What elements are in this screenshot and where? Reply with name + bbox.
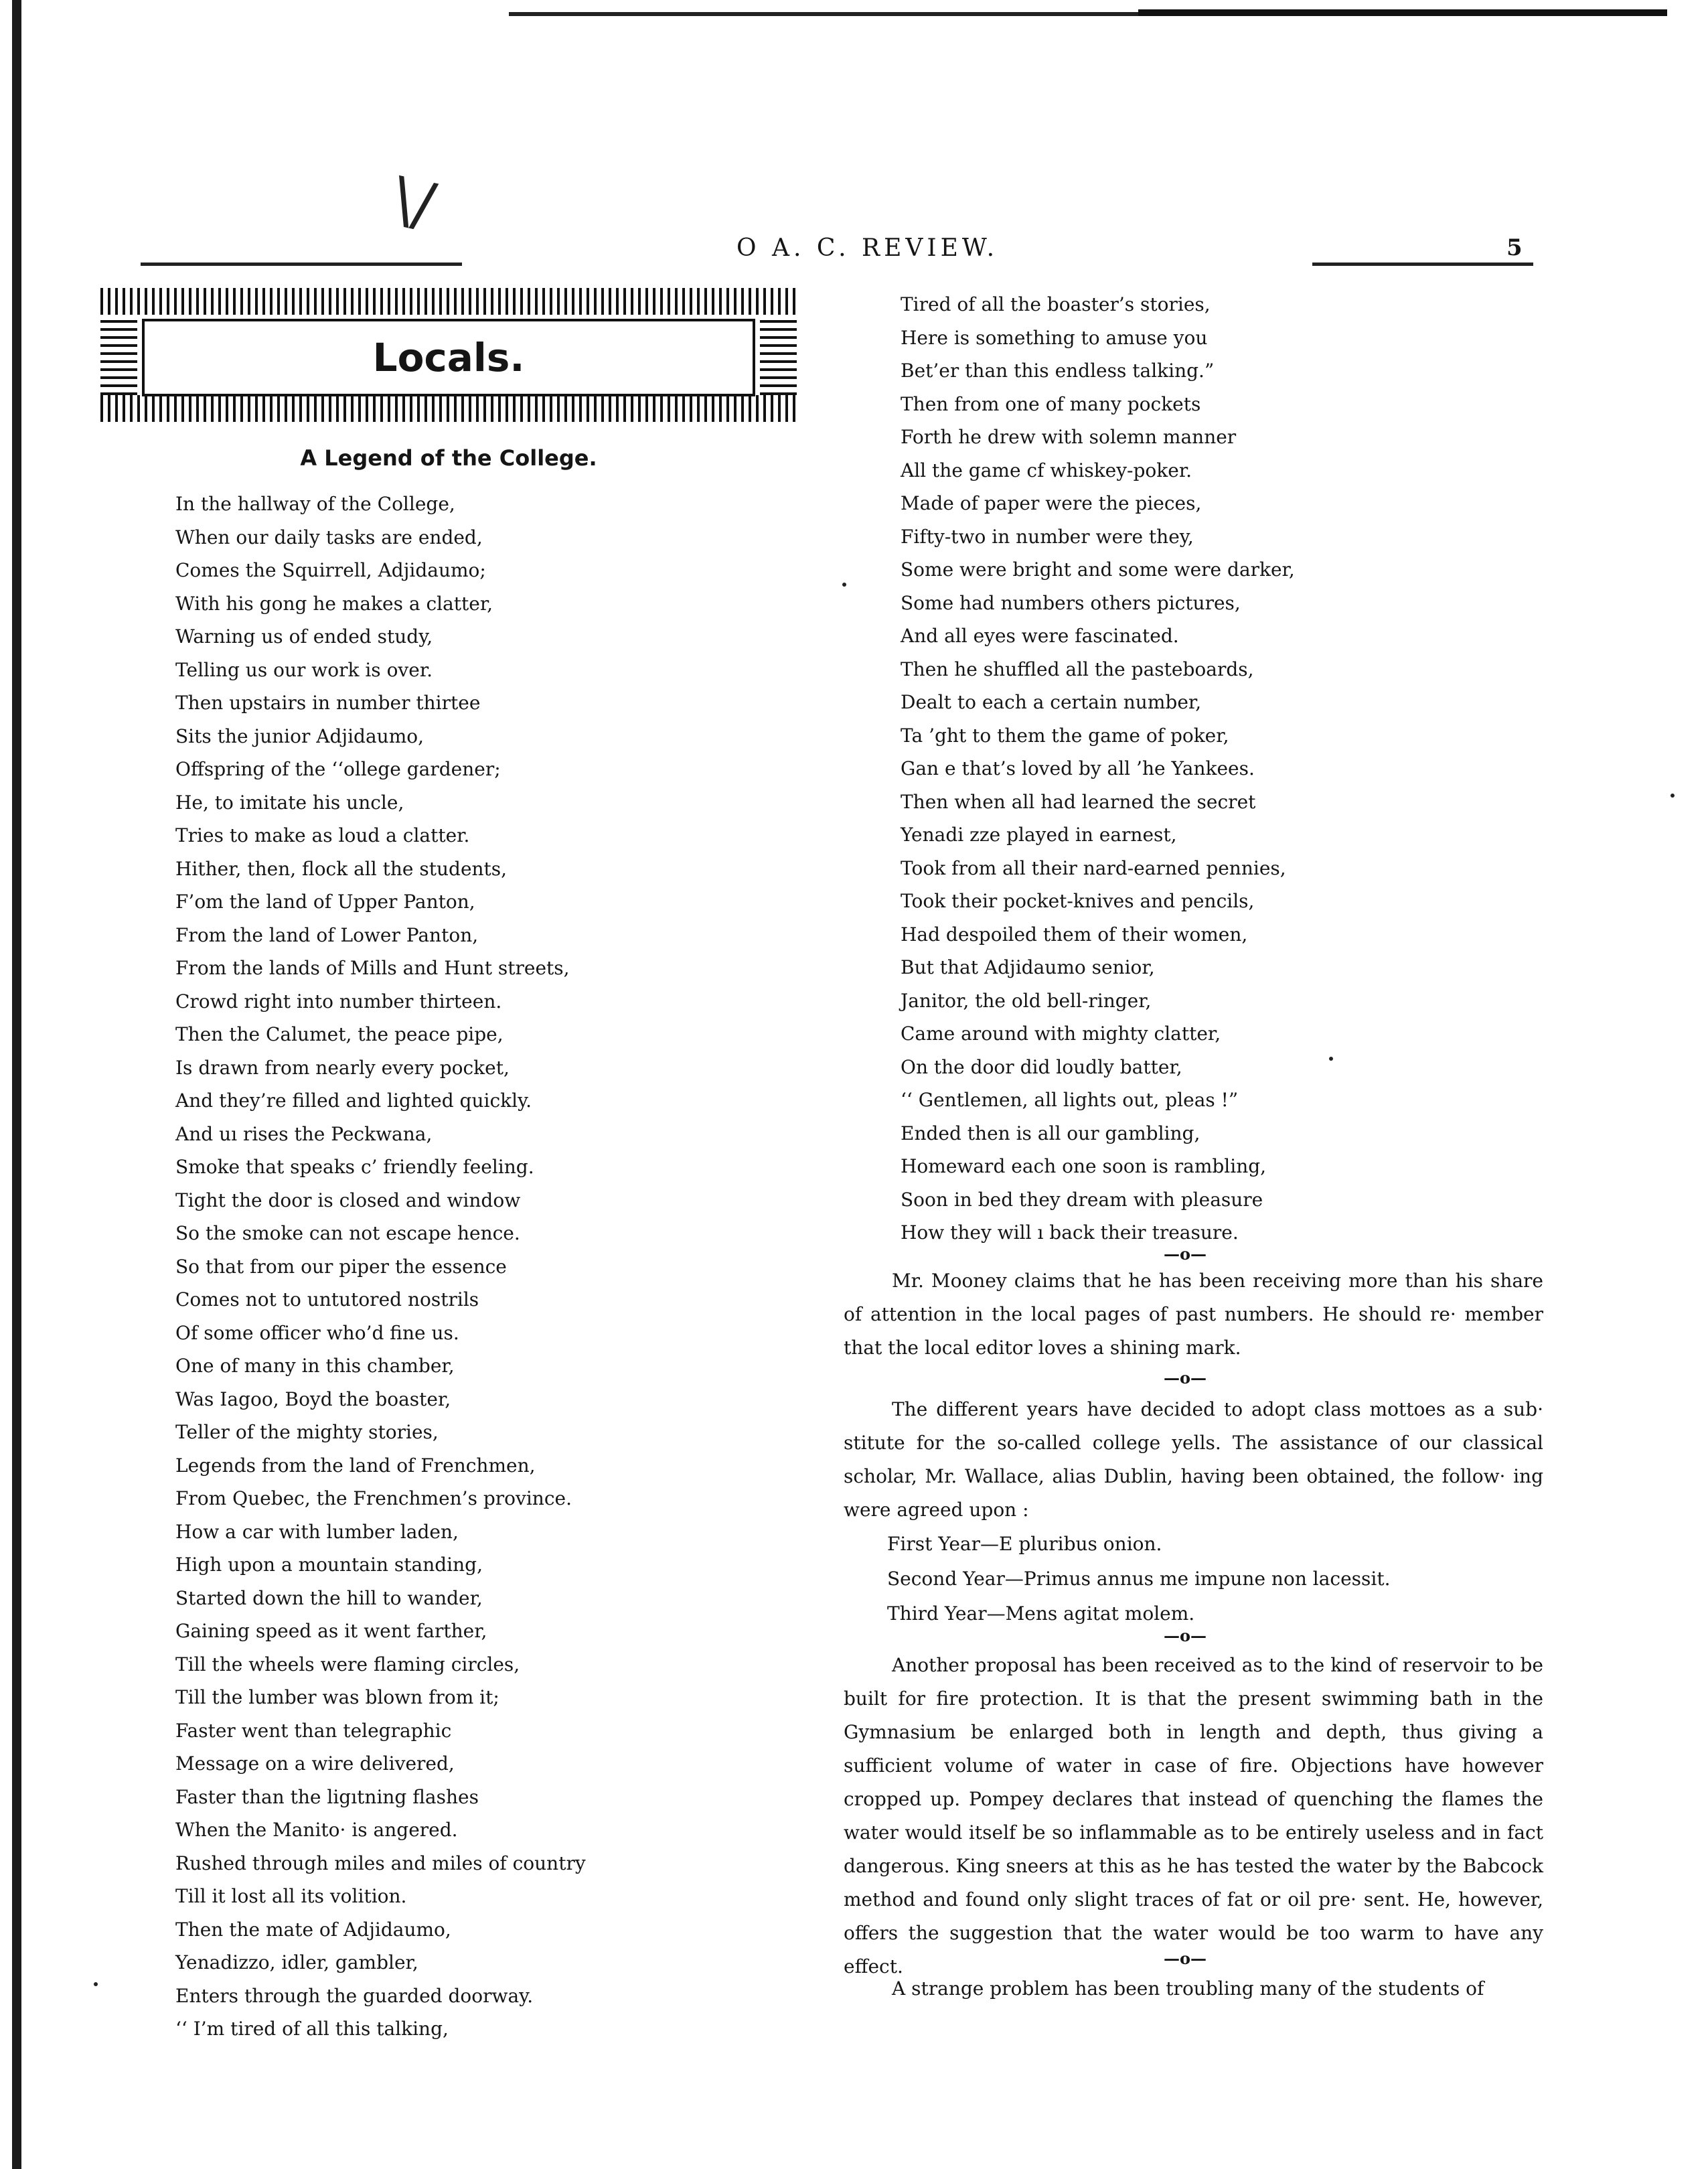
poem-column-left	[175, 488, 586, 2046]
section-separator: —o—	[1163, 1244, 1207, 1264]
head-rule-right	[1312, 263, 1533, 266]
poem-line: Tight the door is closed and window	[175, 1189, 521, 1211]
poem-line: When the Manito· is angered.	[175, 1819, 458, 1841]
poem-line: And all eyes were fascinated.	[901, 625, 1179, 647]
poem-column-right	[901, 288, 1295, 1250]
top-rule-heavy	[1138, 9, 1667, 16]
poem-line: Till it lost all its volition.	[175, 1885, 407, 1907]
poem-line: All the game cf whiskey-poker.	[901, 459, 1192, 481]
poem-line: Then the Calumet, the peace pipe,	[175, 1023, 503, 1045]
banner-ornament-left	[100, 315, 137, 395]
poem-line: Gaining speed as it went farther,	[175, 1620, 487, 1642]
poem-line: Teller of the mighty stories,	[175, 1421, 439, 1443]
poem-line: Faster than the ligıtning flashes	[175, 1785, 479, 1808]
poem-line: When our daily tasks are ended,	[175, 526, 483, 548]
poem-line: From the lands of Mills and Hunt streets,	[175, 957, 570, 979]
poem-line: F’om the land of Upper Panton,	[175, 891, 475, 913]
poem-line: Then upstairs in number thirtee	[175, 692, 481, 714]
binding-edge	[12, 0, 21, 2169]
poem-line: With his gong he makes a clatter,	[175, 592, 493, 615]
poem-line: Made of paper were the pieces,	[901, 492, 1202, 514]
poem-line: Here is something to amuse you	[901, 326, 1208, 349]
poem-line: High upon a mountain standing,	[175, 1554, 483, 1576]
poem-line: Started down the hill to wander,	[175, 1586, 483, 1609]
paragraph-mooney: Mr. Mooney claims that he has been receiving more than his share of attention in the local pages of past numbers. He should re· member that the local editor loves a shining mark.	[844, 1270, 1543, 1359]
poem-line: Bet’er than this endless talking.”	[901, 360, 1215, 382]
poem-line: Had despoiled them of their women,	[901, 923, 1248, 946]
poem-line: Took their pocket-knives and pencils,	[901, 890, 1255, 912]
poem-line: Yenadi zze played in earnest,	[901, 824, 1177, 846]
poem-line: Offspring of the ‘‘ollege gardener;	[175, 758, 501, 780]
poem-line: Warning us of ended study,	[175, 625, 433, 648]
poem-line: ‘‘ I’m tired of all this talking,	[175, 2018, 449, 2040]
banner-fringe-bottom	[100, 395, 797, 422]
ink-speck	[1329, 1057, 1333, 1061]
poem-line: Yenadizzo, idler, gambler,	[175, 1951, 418, 1973]
poem-line: Ta ’ght to them the game of poker,	[901, 724, 1229, 747]
poem-line: Some had numbers others pictures,	[901, 591, 1241, 614]
poem-line: Telling us our work is over.	[175, 658, 433, 681]
poem-line: Till the lumber was blown from it;	[175, 1686, 499, 1708]
section-separator: —o—	[1163, 1626, 1207, 1645]
poem-line: Soon in bed they dream with pleasure	[901, 1188, 1263, 1211]
poem-line: Rushed through miles and miles of country	[175, 1852, 586, 1874]
mottoes-list	[887, 1527, 1391, 1631]
locals-banner	[100, 288, 797, 422]
poem-line: Homeward each one soon is rambling,	[901, 1155, 1267, 1177]
section-separator: —o—	[1163, 1949, 1207, 1968]
paragraph-reservoir: Another proposal has been received as to the kind of reservoir to be built for fire protection. It is that the present swimming bath in the Gymnasium be enlarged both in length and depth, thus giving a sufficient volume of water in case of fire. Objections have however cropped up. Pompey declares that instead of quenching the flames the water would itself be so inflammable as to be entirely useless and in fact dangerous. King sneers at this as he has tested the water by the Babcock method and found only slight traces of fat or oil pre· sent. He, however, offers the suggestion that the water would be too warm to have any effect.	[844, 1654, 1543, 1977]
poem-line: From Quebec, the Frenchmen’s province.	[175, 1487, 572, 1509]
page-number: 5	[1506, 234, 1523, 261]
poem-line: Comes not to untutored nostrils	[175, 1288, 479, 1311]
poem-line: Message on a wire delivered,	[175, 1752, 455, 1775]
poem-line: And they’re filled and lighted quickly.	[175, 1090, 532, 1112]
motto-item: Second Year—Primus annus me impune non lacessit.	[887, 1568, 1391, 1590]
poem-line: Forth he drew with solemn manner	[901, 426, 1237, 448]
poem-line: Janitor, the old bell-ringer,	[901, 989, 1152, 1012]
poem-line: Came around with mighty clatter,	[901, 1023, 1221, 1045]
banner-fringe-top	[100, 288, 797, 315]
ink-speck	[1671, 794, 1675, 798]
poem-line: Comes the Squirrell, Adjidaumo;	[175, 559, 486, 581]
poem-line: Took from all their nard-earned pennies,	[901, 856, 1286, 879]
poem-line: Gan e that’s loved by all ’he Yankees.	[901, 757, 1255, 779]
poem-line: How a car with lumber laden,	[175, 1520, 459, 1543]
poem-line: In the hallway of the College,	[175, 493, 455, 515]
poem-line: Tries to make as loud a clatter.	[175, 824, 470, 846]
poem-line: Then when all had learned the secret	[901, 790, 1256, 813]
poem-line: How they will ı back their treasure.	[901, 1221, 1239, 1244]
poem-line: Till the wheels were flaming circles,	[175, 1653, 520, 1675]
poem-line: So the smoke can not escape hence.	[175, 1222, 520, 1244]
motto-item: First Year—E pluribus onion.	[887, 1533, 1162, 1555]
poem-line: Then from one of many pockets	[901, 392, 1201, 415]
poem-line: Sits the junior Adjidaumo,	[175, 725, 424, 747]
paragraph-mottoes-intro: The different years have decided to adopt class mottoes as a sub· stitute for the so-called college yells. The assistance of our classical scholar, Mr. Wallace, alias Dublin, having been obtained, the follow· ing were agreed upon :	[844, 1398, 1543, 1521]
section-title: Locals.	[372, 335, 525, 380]
ink-speck	[94, 1982, 98, 1986]
banner-frame	[142, 319, 755, 396]
poem-line: Legends from the land of Frenchmen,	[175, 1454, 536, 1477]
poem-line: Faster went than telegraphic	[175, 1719, 452, 1742]
running-title: O A. C. REVIEW.	[736, 234, 999, 262]
poem-line: From the land of Lower Panton,	[175, 923, 479, 946]
poem-line: One of many in this chamber,	[175, 1355, 455, 1377]
banner-ornament-right	[760, 315, 797, 395]
poem-line: Of some officer who’d fine us.	[175, 1321, 459, 1344]
poem-line: And uı rises the Peckwana,	[175, 1122, 433, 1145]
poem-line: But that Adjidaumo senior,	[901, 956, 1155, 978]
article-title: A Legend of the College.	[300, 445, 597, 471]
poem-line: Enters through the guarded doorway.	[175, 1984, 534, 2007]
poem-line: Fifty-two in number were they,	[901, 525, 1194, 548]
check-mark: \/	[386, 163, 441, 242]
poem-line: Dealt to each a certain number,	[901, 691, 1202, 713]
poem-line: Crowd right into number thirteen.	[175, 990, 502, 1013]
poem-line: Smoke that speaks c’ friendly feeling.	[175, 1156, 534, 1178]
poem-line: On the door did loudly batter,	[901, 1055, 1182, 1078]
poem-line: Was Iagoo, Boyd the boaster,	[175, 1388, 451, 1410]
ink-speck	[842, 583, 846, 587]
poem-line: Ended then is all our gambling,	[901, 1122, 1200, 1144]
poem-line: So that from our piper the essence	[175, 1255, 507, 1278]
poem-line: Tired of all the boaster’s stories,	[901, 293, 1211, 315]
poem-line: Some were bright and some were darker,	[901, 558, 1295, 581]
poem-line: ‘‘ Gentlemen, all lights out, pleas !”	[901, 1089, 1239, 1111]
poem-line: Then the mate of Adjidaumo,	[175, 1918, 451, 1941]
poem-line: He, to imitate his uncle,	[175, 791, 404, 814]
paragraph-problem: A strange problem has been troubling many of the students of	[892, 1977, 1484, 2000]
head-rule-left	[141, 263, 462, 266]
poem-line: Then he shuffled all the pasteboards,	[901, 658, 1254, 680]
section-separator: —o—	[1163, 1368, 1207, 1388]
poem-line: Hither, then, flock all the students,	[175, 857, 508, 880]
poem-line: Is drawn from nearly every pocket,	[175, 1056, 510, 1079]
motto-item: Third Year—Mens agitat molem.	[887, 1602, 1195, 1625]
